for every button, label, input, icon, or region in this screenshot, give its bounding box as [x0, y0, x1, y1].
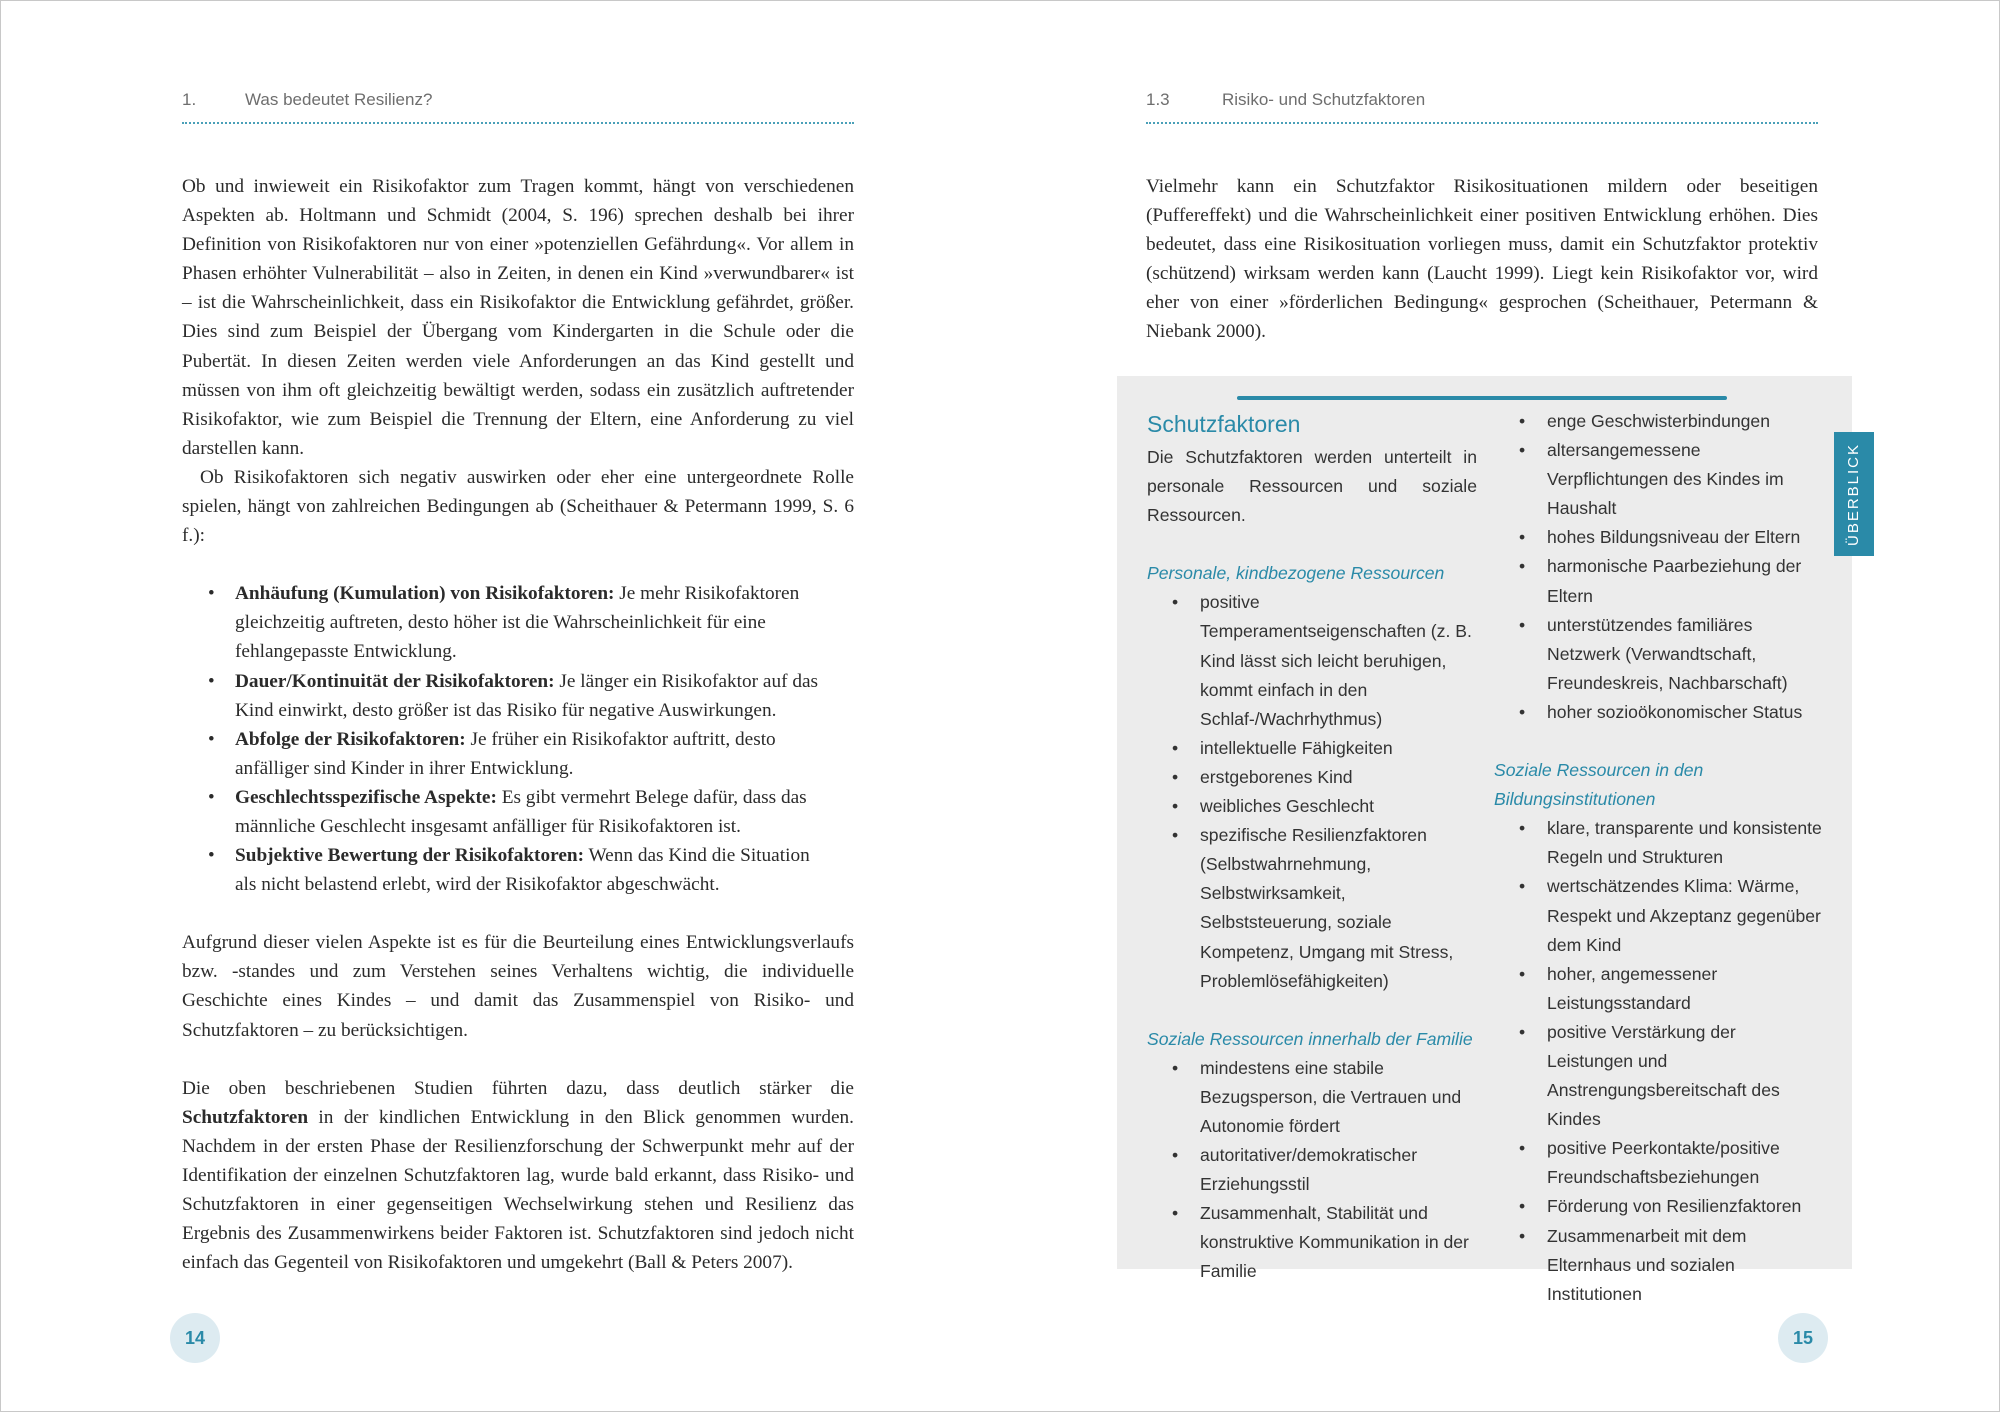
list-item-term: Subjektive Bewertung der Risikofaktoren: [235, 845, 585, 867]
paragraph: Ob Risikofaktoren sich negativ auswirken oder eher eine untergeordnete Rolle spielen, hängt von zahlreichen Bedingungen ab (Scheithauer & Petermann 1999, S. 6 f.): [182, 466, 854, 547]
family-resources-list [1147, 1054, 1477, 1287]
list-item: • Zusammenarbeit mit dem Elternhaus und sozialen Institutionen [1547, 1222, 1824, 1309]
education-resources-list [1494, 814, 1824, 1309]
box-column-left [1147, 407, 1477, 1287]
box-intro: Die Schutzfaktoren werden unterteilt in personale Ressourcen und soziale Ressourcen. [1147, 447, 1477, 526]
chapter-number: 1. [182, 90, 197, 109]
list-item: • positive Verstärkung der Leistungen und Anstrengungsbereitschaft des Kindes [1547, 1018, 1824, 1134]
list-item-term: Anhäufung (Kumulation) von Risikofaktoren: [235, 583, 615, 605]
paragraph: Die oben beschriebenen Studien führten dazu, dass deutlich stärker die Schutzfaktoren in der kindlichen Entwicklung in den Blick genommen wurden. Nachdem in der ersten Phase der Resilienzforschung der Schwerpunkt mehr auf der Identifikation der einzelnen Schutzfaktoren lag, wurde bald erkannt, dass Risiko- und Schutzfaktoren in einer gegenseitigen Wechselwirkung stehen und Resilienz das Ergebnis des Zusammenwirkens beider Faktoren ist. Schutzfaktoren sind jedoch nicht einfach das Gegenteil von Risikofaktoren und umgekehrt (Ball & Peters 2007). [182, 1077, 854, 1274]
box-top-rule [1237, 396, 1727, 400]
body-text [1146, 172, 1818, 347]
list-item: • Förderung von Resilienzfaktoren [1547, 1192, 1824, 1221]
overview-box [1117, 376, 1852, 1304]
list-item: • unterstützendes familiäres Netzwerk (Verwandtschaft, Freundeskreis, Nachbarschaft) [1547, 611, 1824, 698]
list-item: • enge Geschwisterbindungen [1547, 407, 1824, 436]
list-item: • intellektuelle Fähigkeiten [1200, 734, 1477, 763]
box-column-right [1494, 407, 1824, 1309]
list-item: • spezifische Resilienzfaktoren (Selbstwahrnehmung, Selbstwirksamkeit, Selbststeuerung, soziale Kompetenz, Umgang mit Stress, Problemlösefähigkeiten) [1200, 821, 1477, 996]
list-item: • hohes Bildungsniveau der Eltern [1547, 523, 1824, 552]
page-number: 15 [1778, 1313, 1828, 1363]
risk-conditions-list [182, 579, 854, 899]
list-item: • hoher sozioökonomischer Status [1547, 698, 1824, 727]
overview-side-tab [1834, 432, 1874, 556]
list-item: • weibliches Geschlecht [1200, 792, 1477, 821]
list-item-term: Abfolge der Risikofaktoren: [235, 728, 466, 750]
list-item [235, 579, 854, 666]
running-header [1146, 90, 1818, 124]
box-title: Schutzfaktoren [1147, 411, 1301, 437]
subheading-personal: Personale, kindbezogene Ressourcen [1147, 563, 1445, 584]
list-item: • autoritativer/demokratischer Erziehungsstil [1200, 1141, 1477, 1199]
list-item: • wertschätzendes Klima: Wärme, Respekt und Akzeptanz gegenüber dem Kind [1547, 872, 1824, 959]
list-item-text: Je länger ein Risikofaktor auf das Kind einwirkt, desto größer ist das Risiko für negative Auswirkungen. [235, 670, 819, 721]
side-tab-label: ÜBERBLICK [1845, 442, 1863, 546]
list-item: • erstgeborenes Kind [1200, 763, 1477, 792]
list-item-term: Geschlechtsspezifische Aspekte: [235, 786, 497, 808]
paragraph: Vielmehr kann ein Schutzfaktor Risikosituationen mildern oder beseitigen (Puffereffekt) und die Wahrscheinlichkeit einer positiven Entwicklung erhöhen. Dies bedeutet, dass eine Risikosituation vorliegen muss, damit ein Schutzfaktor protektiv (schützend) wirksam werden kann (Laucht 1999). Liegt kein Risikofaktor vor, wird eher von einer »förderlichen Bedingung« gesprochen (Scheithauer, Petermann & Niebank 2000). [1146, 176, 1818, 343]
subheading-family: Soziale Ressourcen innerhalb der Familie [1147, 1028, 1473, 1049]
list-item [235, 841, 854, 899]
personal-resources-list [1147, 588, 1477, 995]
subheading-education: Soziale Ressourcen in den Bildungsinstitutionen [1494, 760, 1704, 810]
right-page [1000, 0, 2000, 1412]
list-item [235, 725, 854, 783]
list-item-text: Je früher ein Risikofaktor auftritt, desto anfälliger sind Kinder in ihrer Entwicklung. [235, 728, 776, 779]
list-item-term: Dauer/Kontinuität der Risikofaktoren: [235, 670, 555, 692]
list-item: • harmonische Paarbeziehung der Eltern [1547, 552, 1824, 610]
section-number: 1.3 [1146, 90, 1170, 109]
running-header [182, 90, 854, 124]
family-resources-list-continued [1494, 407, 1824, 727]
list-item: • Zusammenhalt, Stabilität und konstruktive Kommunikation in der Familie [1200, 1199, 1477, 1286]
list-item: • hoher, angemessener Leistungsstandard [1547, 960, 1824, 1018]
section-title: Risiko- und Schutzfaktoren [1222, 90, 1426, 109]
page-number: 14 [170, 1313, 220, 1363]
body-text [182, 172, 854, 1277]
list-item [235, 667, 854, 725]
paragraph: Aufgrund dieser vielen Aspekte ist es für die Beurteilung eines Entwicklungsverlaufs bzw. -standes und zum Verstehen seines Verhaltens wichtig, die individuelle Geschichte eines Kindes – und damit das Zusammenspiel von Risiko- und Schutzfaktoren – zu berücksichtigen. [182, 932, 854, 1041]
list-item: • altersangemessene Verpflichtungen des Kindes im Haushalt [1547, 436, 1824, 523]
list-item-text: Es gibt vermehrt Belege dafür, dass das männliche Geschlecht insgesamt anfälliger für Risikofaktoren ist. [235, 786, 807, 837]
list-item-text: Je mehr Risikofaktoren gleichzeitig auftreten, desto höher ist die Wahrscheinlichkeit für eine fehlangepasste Entwicklung. [235, 583, 800, 663]
paragraph: Ob und inwieweit ein Risikofaktor zum Tragen kommt, hängt von verschiedenen Aspekten ab. Holtmann und Schmidt (2004, S. 196) sprechen deshalb bei ihrer Definition von Risikofaktoren nur von einer »potenziellen Gefährdung«. Vor allem in Phasen erhöhter Vulnerabilität – also in Zeiten, in denen ein Kind »verwundbarer« ist – ist die Wahrscheinlichkeit, dass ein Risikofaktor die Entwicklung gefährdet, größer. Dies sind zum Beispiel der Übergang vom Kindergarten in die Schule oder die Pubertät. In diesen Zeiten werden viele Anforderungen an das Kind gestellt und müssen von ihm oft gleichzeitig bewältigt werden, sodass ein zusätzlich auftretender Risikofaktor, wie zum Beispiel die Trennung der Eltern, eine Anforderung zu viel darstellen kann. [182, 176, 854, 459]
list-item-text: Wenn das Kind die Situation als nicht belastend erlebt, wird der Risikofaktor abgeschwächt. [235, 845, 810, 896]
list-item: • klare, transparente und konsistente Regeln und Strukturen [1547, 814, 1824, 872]
list-item: • mindestens eine stabile Bezugsperson, die Vertrauen und Autonomie fördert [1200, 1054, 1477, 1141]
list-item: • positive Peerkontakte/positive Freundschaftsbeziehungen [1547, 1134, 1824, 1192]
chapter-title: Was bedeutet Resilienz? [245, 90, 433, 109]
list-item: • positive Temperamentseigenschaften (z. B. Kind lässt sich leicht beruhigen, kommt einfach in den Schlaf-/Wachrhythmus) [1200, 588, 1477, 733]
list-item [235, 783, 854, 841]
